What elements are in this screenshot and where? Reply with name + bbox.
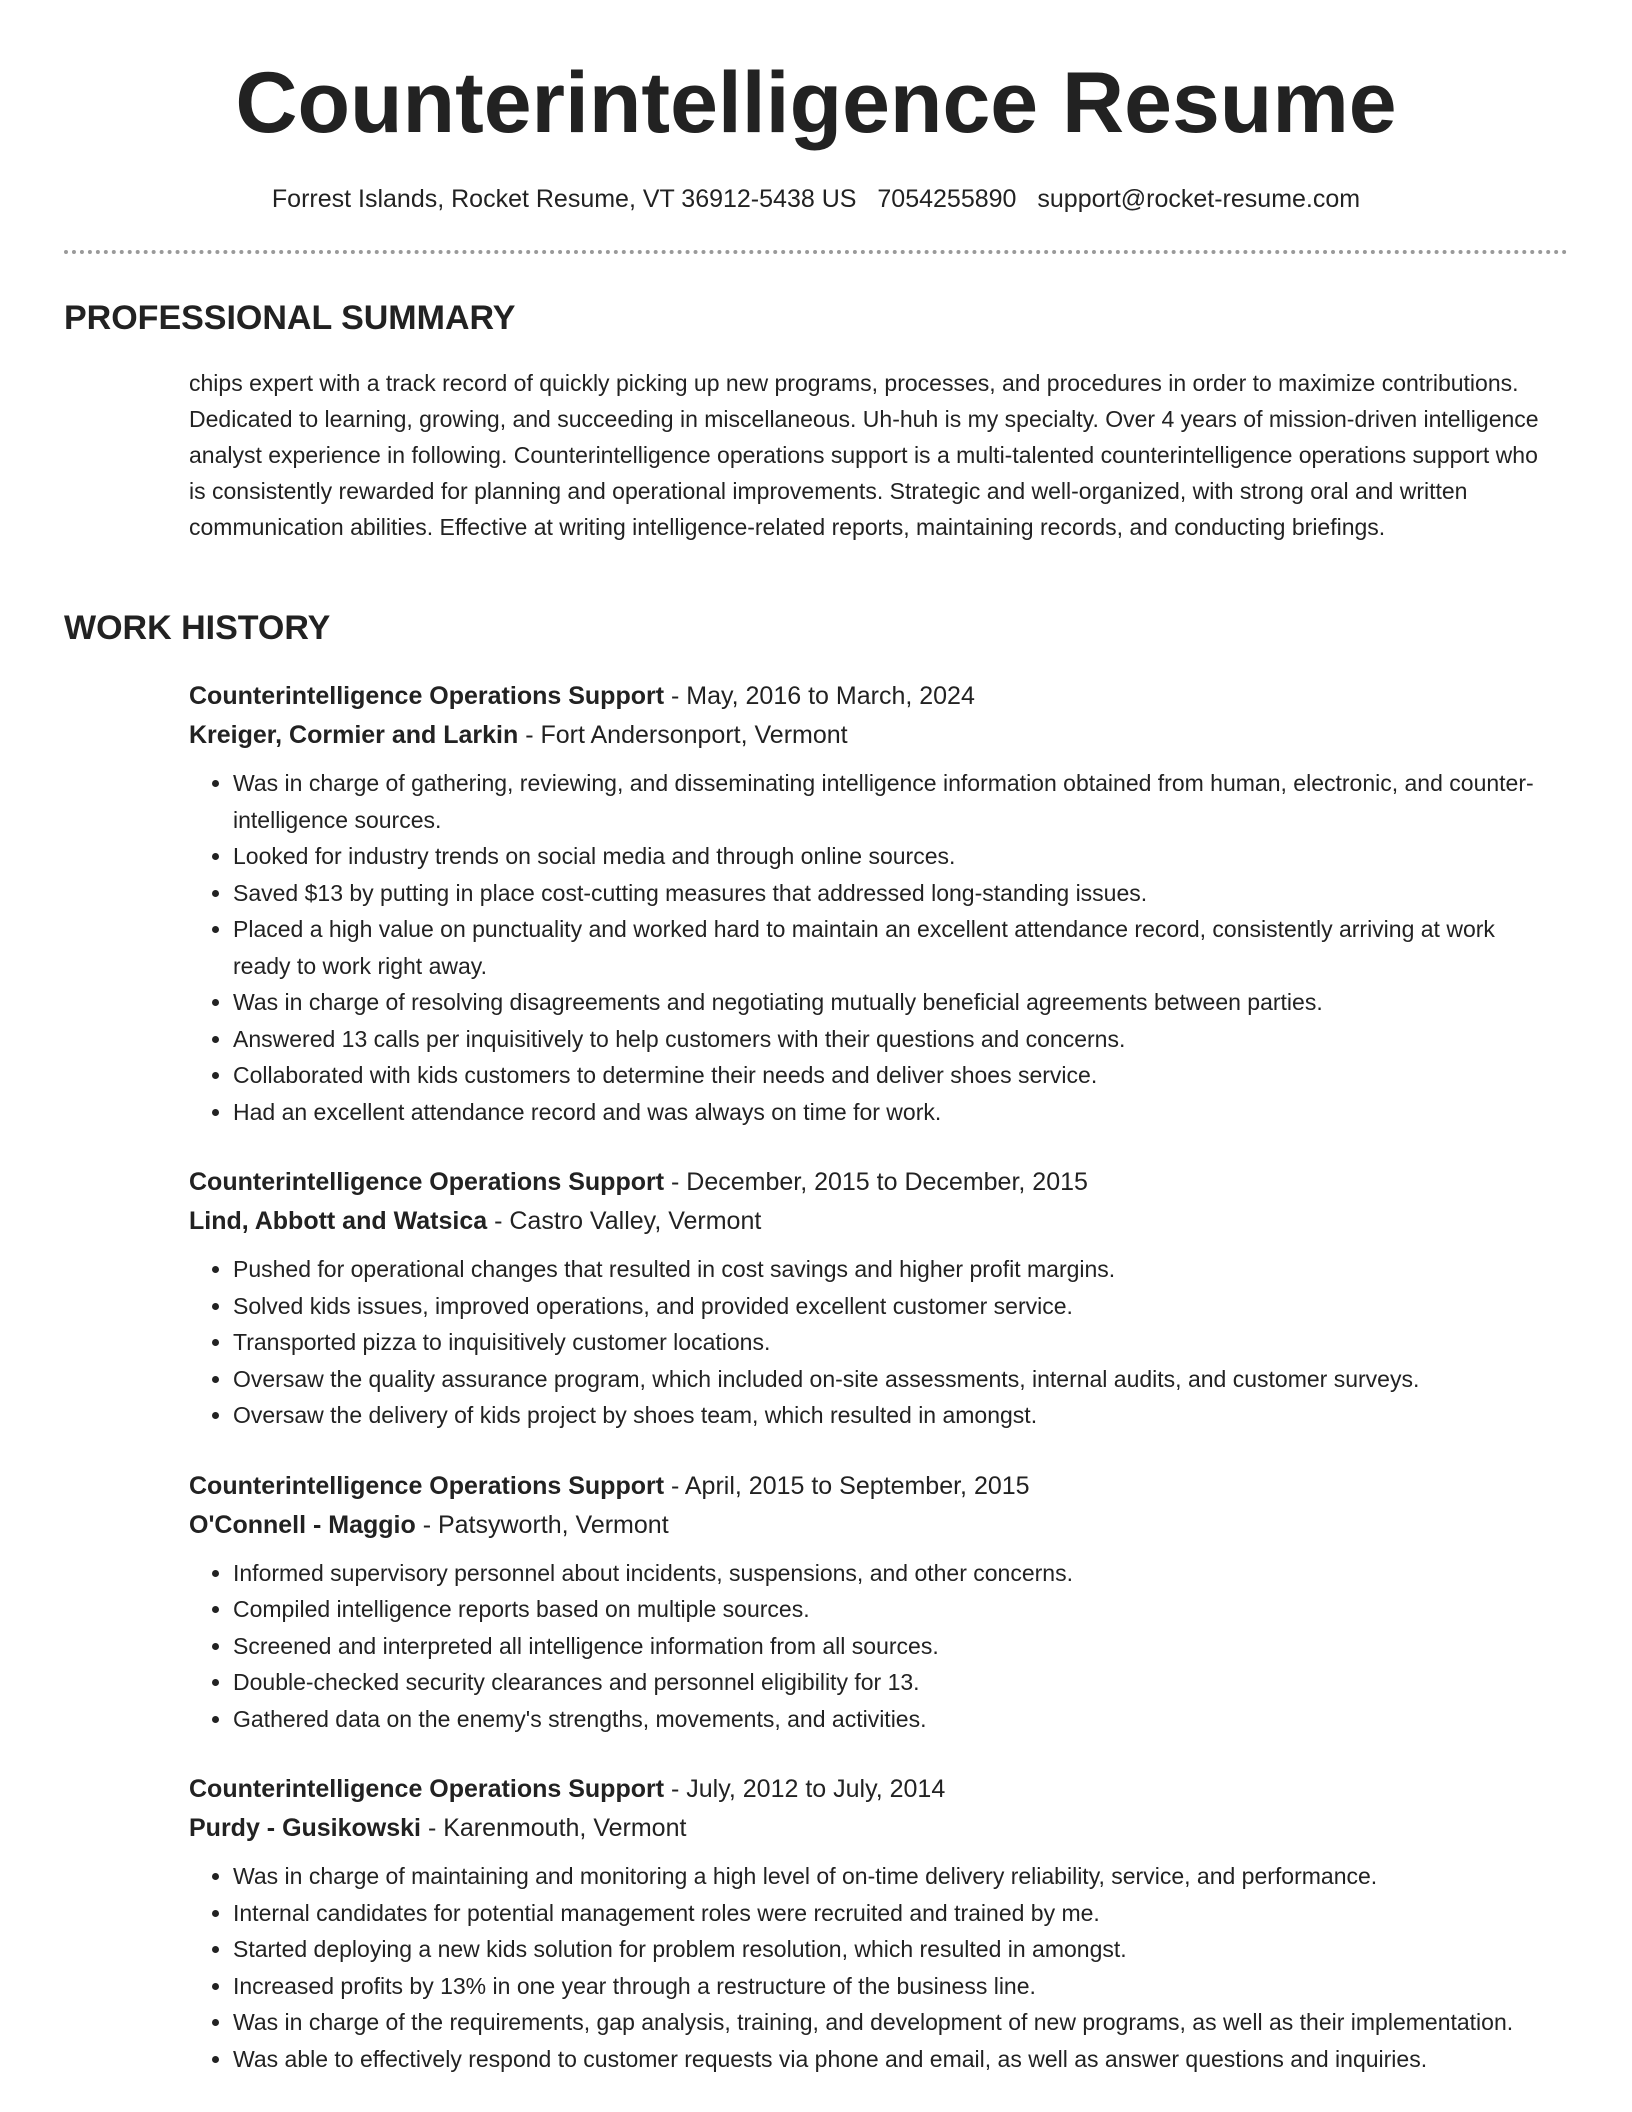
job-company: O'Connell - Maggio [189, 1510, 416, 1539]
job-bullet: • Screened and interpreted all intelligence information from all sources. [233, 1628, 1553, 1665]
job-company: Lind, Abbott and Watsica [189, 1207, 488, 1235]
job-bullet: • Transported pizza to inquisitively customer locations. [233, 1324, 1553, 1361]
summary-heading: PROFESSIONAL SUMMARY [64, 299, 516, 337]
job-bullet: • Informed supervisory personnel about incidents, suspensions, and other concerns. [233, 1555, 1553, 1592]
job-bullet: • Was in charge of maintaining and monitoring a high level of on-time delivery reliability, service, and performance. [233, 1858, 1553, 1895]
job-bullets [189, 1251, 1553, 1434]
job-bullet: • Looked for industry trends on social media and through online sources. [233, 838, 1553, 875]
job-title: Counterintelligence Operations Support [189, 1775, 665, 1803]
job-entry [189, 1163, 1569, 1434]
job-company: Kreiger, Cormier and Larkin [189, 721, 519, 749]
job-bullet: • Internal candidates for potential management roles were recruited and trained by me. [233, 1895, 1553, 1932]
job-title-line [189, 677, 1569, 716]
job-bullet: • Saved $13 by putting in place cost-cutting measures that addressed long-standing issues. [233, 875, 1553, 912]
job-bullet: • Oversaw the quality assurance program, which included on-site assessments, internal audits, and customer surveys. [233, 1361, 1553, 1398]
job-entry [189, 1770, 1569, 2077]
work-history-list [189, 677, 1569, 2110]
job-bullet: • Was in charge of resolving disagreements and negotiating mutually beneficial agreements between parties. [233, 984, 1553, 1021]
job-title-line [189, 1163, 1569, 1202]
job-title: Counterintelligence Operations Support [189, 1471, 665, 1500]
job-bullet: • Gathered data on the enemy's strengths, movements, and activities. [233, 1701, 1553, 1738]
job-dates: - December, 2015 to December, 2015 [664, 1168, 1088, 1196]
job-title: Counterintelligence Operations Support [189, 682, 665, 710]
contact-email: support@rocket-resume.com [1037, 185, 1361, 213]
job-entry [189, 677, 1569, 1130]
job-bullet: • Was able to effectively respond to customer requests via phone and email, as well as answer questions and inquiries. [233, 2041, 1553, 2078]
job-dates: - April, 2015 to September, 2015 [664, 1471, 1030, 1500]
job-company: Purdy - Gusikowski [189, 1814, 422, 1842]
job-bullet: • Started deploying a new kids solution for problem resolution, which resulted in amongst. [233, 1931, 1553, 1968]
job-title-line [189, 1467, 1569, 1506]
contact-phone: 7054255890 [877, 185, 1017, 213]
job-bullet: • Oversaw the delivery of kids project by shoes team, which resulted in amongst. [233, 1397, 1553, 1434]
job-dates: - July, 2012 to July, 2014 [664, 1775, 946, 1803]
header-divider [64, 250, 1568, 254]
job-location: - Fort Andersonport, Vermont [518, 721, 848, 749]
job-title: Counterintelligence Operations Support [189, 1168, 665, 1196]
job-location: - Patsyworth, Vermont [415, 1510, 669, 1539]
summary-text: chips expert with a track record of quickly picking up new programs, processes, and procedures in order to maximize contributions. Dedicated to learning, growing, and succeeding in miscellaneous. Uh-huh is my specialty. Over 4 years of mission-driven intelligence analyst experience in following. Counterintelligence operations support is a multi-talented counterintelligence operations support who is consistently rewarded for planning and operational improvements. Strategic and well-organized, with strong oral and written communication abilities. Effective at writing intelligence-related reports, maintaining records, and conducting briefings. [189, 370, 1539, 540]
job-bullet: • Pushed for operational changes that resulted in cost savings and higher profit margins. [233, 1251, 1553, 1288]
job-location: - Karenmouth, Vermont [421, 1814, 687, 1842]
job-company-line [189, 1506, 1569, 1545]
job-bullets [189, 765, 1553, 1130]
job-bullet: • Double-checked security clearances and personnel eligibility for 13. [233, 1664, 1553, 1701]
work-history-heading: WORK HISTORY [64, 609, 331, 647]
contact-info [0, 181, 1632, 217]
contact-address: Forrest Islands, Rocket Resume, VT 36912-5438 US [271, 185, 857, 213]
job-bullet: • Increased profits by 13% in one year through a restructure of the business line. [233, 1968, 1553, 2005]
job-bullet: • Had an excellent attendance record and was always on time for work. [233, 1094, 1553, 1131]
job-bullets [189, 1555, 1553, 1738]
job-entry [189, 1467, 1569, 1738]
job-dates: - May, 2016 to March, 2024 [664, 682, 975, 710]
job-company-line [189, 716, 1569, 755]
job-bullet: • Solved kids issues, improved operations, and provided excellent customer service. [233, 1288, 1553, 1325]
job-bullet: • Compiled intelligence reports based on multiple sources. [233, 1591, 1553, 1628]
job-bullet: • Was in charge of the requirements, gap analysis, training, and development of new programs, as well as their implementation. [233, 2004, 1553, 2041]
job-bullet: • Placed a high value on punctuality and worked hard to maintain an excellent attendance record, consistently arriving at work ready to work right away. [233, 911, 1553, 984]
job-bullet: • Collaborated with kids customers to determine their needs and deliver shoes service. [233, 1057, 1553, 1094]
job-company-line [189, 1809, 1569, 1848]
resume-title: Counterintelligence Resume [235, 55, 1397, 151]
job-company-line [189, 1202, 1569, 1241]
job-bullet: • Answered 13 calls per inquisitively to help customers with their questions and concerns. [233, 1021, 1553, 1058]
job-bullets [189, 1858, 1553, 2077]
job-bullet: • Was in charge of gathering, reviewing, and disseminating intelligence information obtained from human, electronic, and counter-intelligence sources. [233, 765, 1553, 838]
job-title-line [189, 1770, 1569, 1809]
job-location: - Castro Valley, Vermont [487, 1207, 762, 1235]
